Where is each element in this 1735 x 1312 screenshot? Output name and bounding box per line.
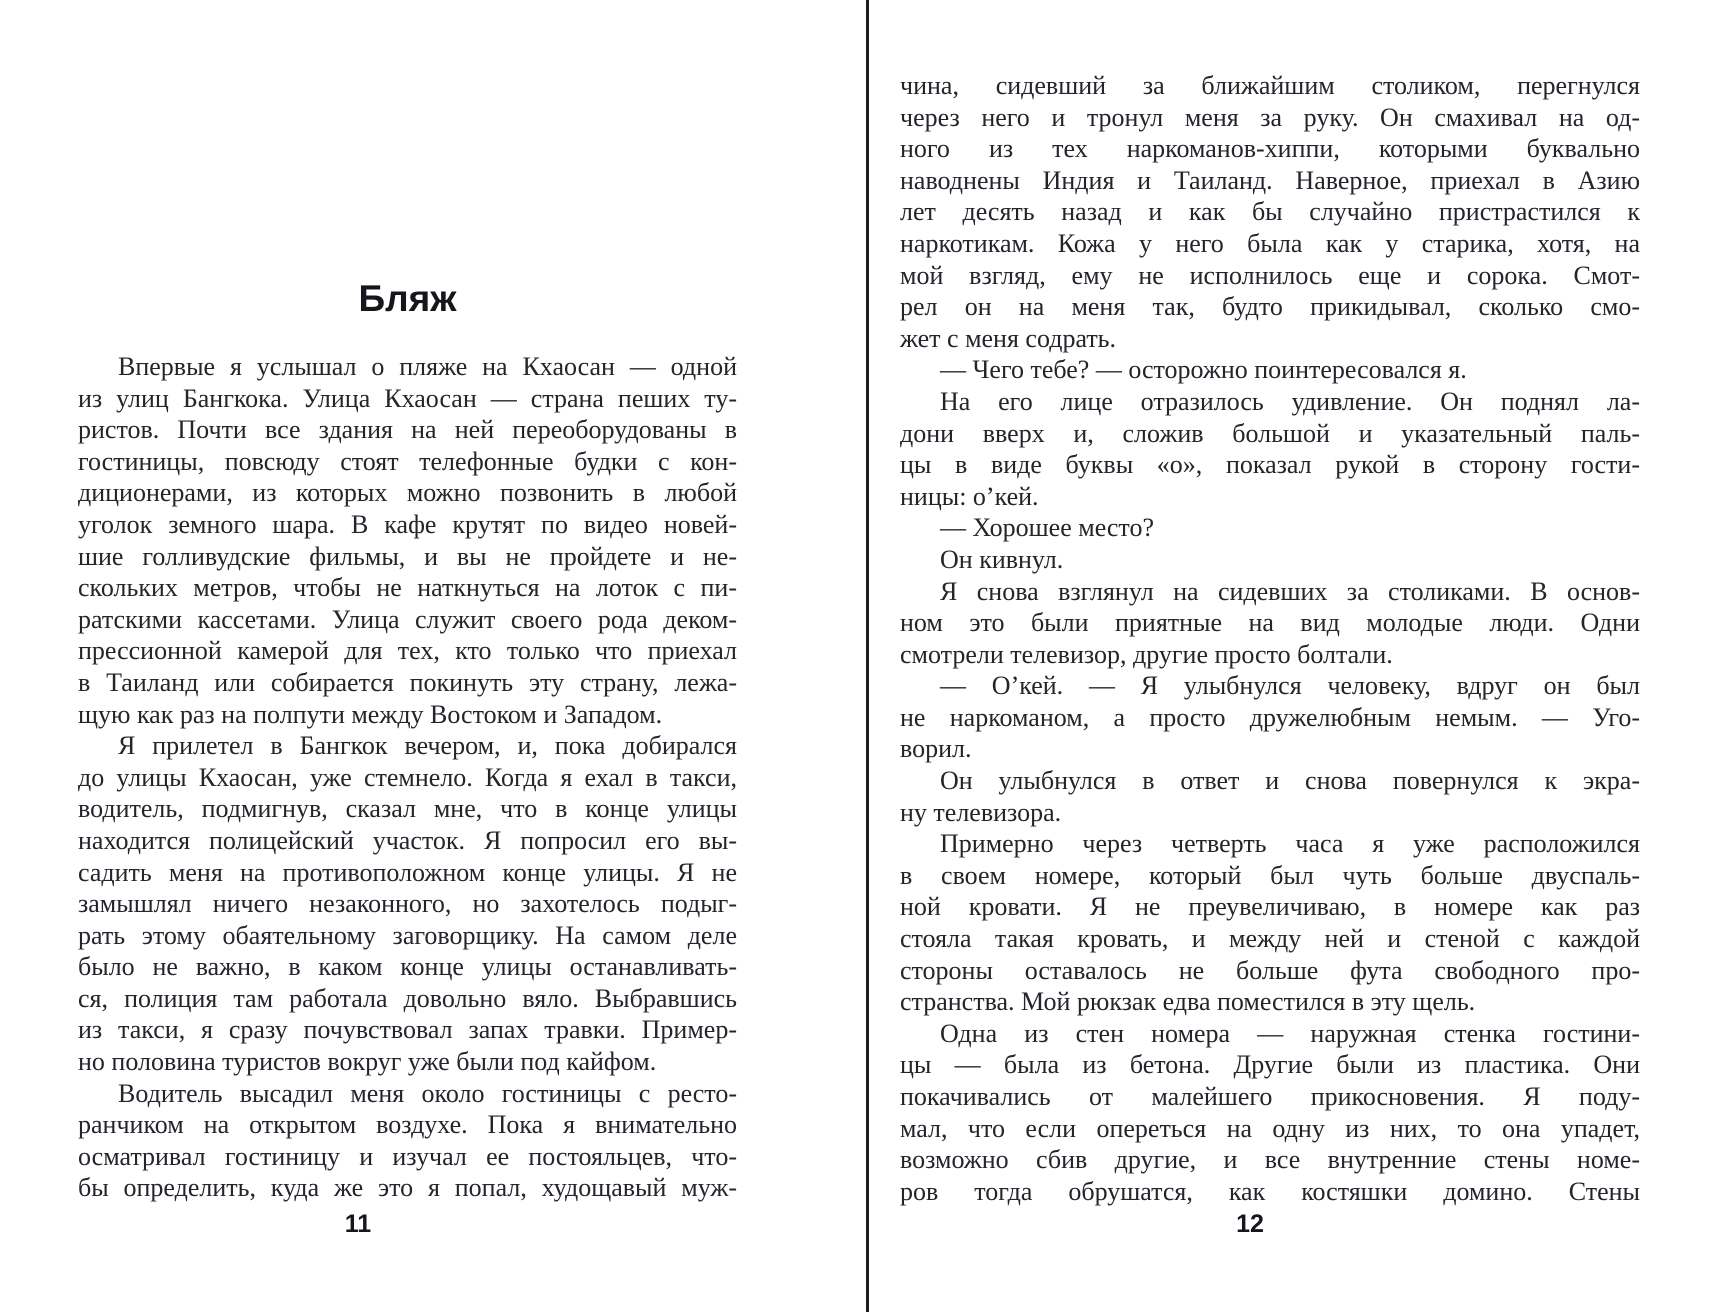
text-line: не наркоманом, а просто дружелюбным немым. — Уго- (900, 702, 1640, 732)
text-line: мой взгляд, ему не исполнилось еще и сорока. Смот- (900, 260, 1640, 290)
text-line: наркотикам. Кожа у него была как у старика, хотя, на (900, 228, 1640, 258)
text-line: щую как раз на полпути между Востоком и Западом. (78, 699, 663, 729)
text-line: ров тогда обрушатся, как костяшки домино. Стены (900, 1176, 1640, 1206)
text-line: наводнены Индия и Таиланд. Наверное, приехал в Азию (900, 165, 1640, 195)
text-line: На его лице отразилось удивление. Он поднял ла- (940, 386, 1640, 416)
text-line: дони вверх и, сложив большой и указательный паль- (900, 418, 1640, 448)
text-line: бы определить, куда же это я попал, худощавый муж- (78, 1173, 737, 1203)
page-left (78, 0, 737, 1312)
page-right (900, 0, 1640, 1312)
text-line: Я снова взглянул на сидевших за столиками. В основ- (940, 576, 1640, 606)
text-line: рать этому обаятельному заговорщику. На самом деле (78, 920, 737, 950)
text-line: из такси, я сразу почувствовал запах травки. Пример- (78, 1015, 737, 1045)
text-line: — Хорошее место? (940, 513, 1154, 543)
text-line: осматривал гостиницу и изучал ее постояльцев, что- (78, 1141, 737, 1171)
text-line: ном это были приятные на вид молодые люди. Одни (900, 608, 1640, 638)
text-line: — О’кей. — Я улыбнулся человеку, вдруг он был (940, 671, 1640, 701)
text-line: ной кровати. Я не преувеличиваю, в номере как раз (900, 892, 1640, 922)
page-divider (866, 0, 869, 1312)
text-line: ворил. (900, 734, 972, 764)
right-text-block (900, 70, 1640, 1207)
text-line: из улиц Бангкока. Улица Кхаосан — страна пеших ту- (78, 383, 737, 413)
text-line: жет с меня содрать. (900, 323, 1117, 353)
text-line: рел он на меня так, будто прикидывал, сколько смо- (900, 292, 1640, 322)
text-line: мал, что если опереться на одну из них, то она упадет, (900, 1113, 1640, 1143)
text-line: — Чего тебе? — осторожно поинтересовался я. (940, 355, 1467, 385)
text-line: смотрели телевизор, другие просто болтали. (900, 639, 1393, 669)
text-line: покачивались от малейшего прикосновения. Я поду- (900, 1082, 1640, 1111)
text-line: было не важно, в каком конце улицы останавливать- (78, 952, 737, 982)
text-line: ницы: о’кей. (900, 481, 1039, 511)
text-line: садить меня на противоположном конце улицы. Я не (78, 857, 737, 887)
text-line: стороны оставалось не больше фута свободного про- (900, 955, 1640, 985)
text-line: Водитель высадил меня около гостиницы с ресто- (118, 1078, 737, 1108)
text-line: чина, сидевший за ближайшим столиком, перегнулся (900, 71, 1640, 100)
text-line: Он кивнул. (940, 544, 1064, 574)
text-line: но половина туристов вокруг уже были под кайфом. (78, 1047, 657, 1077)
text-line: ристов. Почти все здания на ней переоборудованы в (78, 415, 737, 445)
left-text-block (78, 351, 737, 1204)
text-line: в Таиланд или собирается покинуть эту страну, лежа- (78, 667, 737, 697)
text-line: Я прилетел в Бангкок вечером, и, пока добирался (118, 731, 737, 761)
text-line: Примерно через четверть часа я уже расположился (940, 829, 1640, 859)
text-line: ну телевизора. (900, 797, 1062, 827)
text-line: до улицы Кхаосан, уже стемнело. Когда я ехал в такси, (78, 762, 737, 792)
text-line: Впервые я услышал о пляже на Кхаосан — одной (118, 352, 737, 381)
text-line: Одна из стен номера — наружная стенка гостини- (940, 1018, 1640, 1048)
text-line: скольких метров, чтобы не наткнуться на лоток с пи- (78, 573, 737, 603)
text-line: ратскими кассетами. Улица служит своего рода деком- (78, 604, 737, 634)
text-line: водитель, подмигнув, сказал мне, что в конце улицы (78, 794, 737, 824)
text-line: лет десять назад и как бы случайно пристрастился к (900, 197, 1640, 227)
text-line: возможно сбив другие, и все внутренние стены номе- (900, 1145, 1640, 1175)
text-line: Он улыбнулся в ответ и снова повернулся к экра- (940, 766, 1640, 796)
text-line: гостиницы, повсюду стоят телефонные будки с кон- (78, 446, 737, 476)
text-line: уголок земного шара. В кафе крутят по видео новей- (78, 509, 737, 539)
right-page-number: 12 (1236, 1210, 1264, 1238)
text-line: прессионной камерой для тех, кто только что приехал (78, 636, 737, 666)
text-line: шие голливудские фильмы, и вы не пройдете и не- (78, 541, 737, 571)
text-line: странства. Мой рюкзак едва поместился в эту щель. (900, 987, 1476, 1017)
text-line: ранчиком на открытом воздухе. Пока я внимательно (78, 1110, 737, 1140)
left-page-number: 11 (344, 1210, 372, 1238)
text-line: цы — была из бетона. Другие были из пластика. Они (900, 1050, 1640, 1080)
text-line: диционерами, из которых можно позвонить в любой (78, 478, 737, 508)
text-line: ного из тех наркоманов-хиппи, которыми буквально (900, 134, 1640, 164)
text-line: ся, полиция там работала довольно вяло. Выбравшись (78, 983, 737, 1013)
text-line: цы в виде буквы «о», показал рукой в сторону гости- (900, 450, 1640, 480)
text-line: в своем номере, который был чуть больше двуспаль- (900, 860, 1640, 890)
text-line: замышлял ничего незаконного, но захотелось подыг- (78, 889, 737, 919)
text-line: стояла такая кровать, и между ней и стеной с каждой (900, 924, 1640, 954)
text-line: находится полицейский участок. Я попросил его вы- (78, 825, 737, 855)
text-line: через него и тронул меня за руку. Он смахивал на од- (900, 102, 1640, 132)
chapter-title: Бляж (358, 278, 457, 319)
